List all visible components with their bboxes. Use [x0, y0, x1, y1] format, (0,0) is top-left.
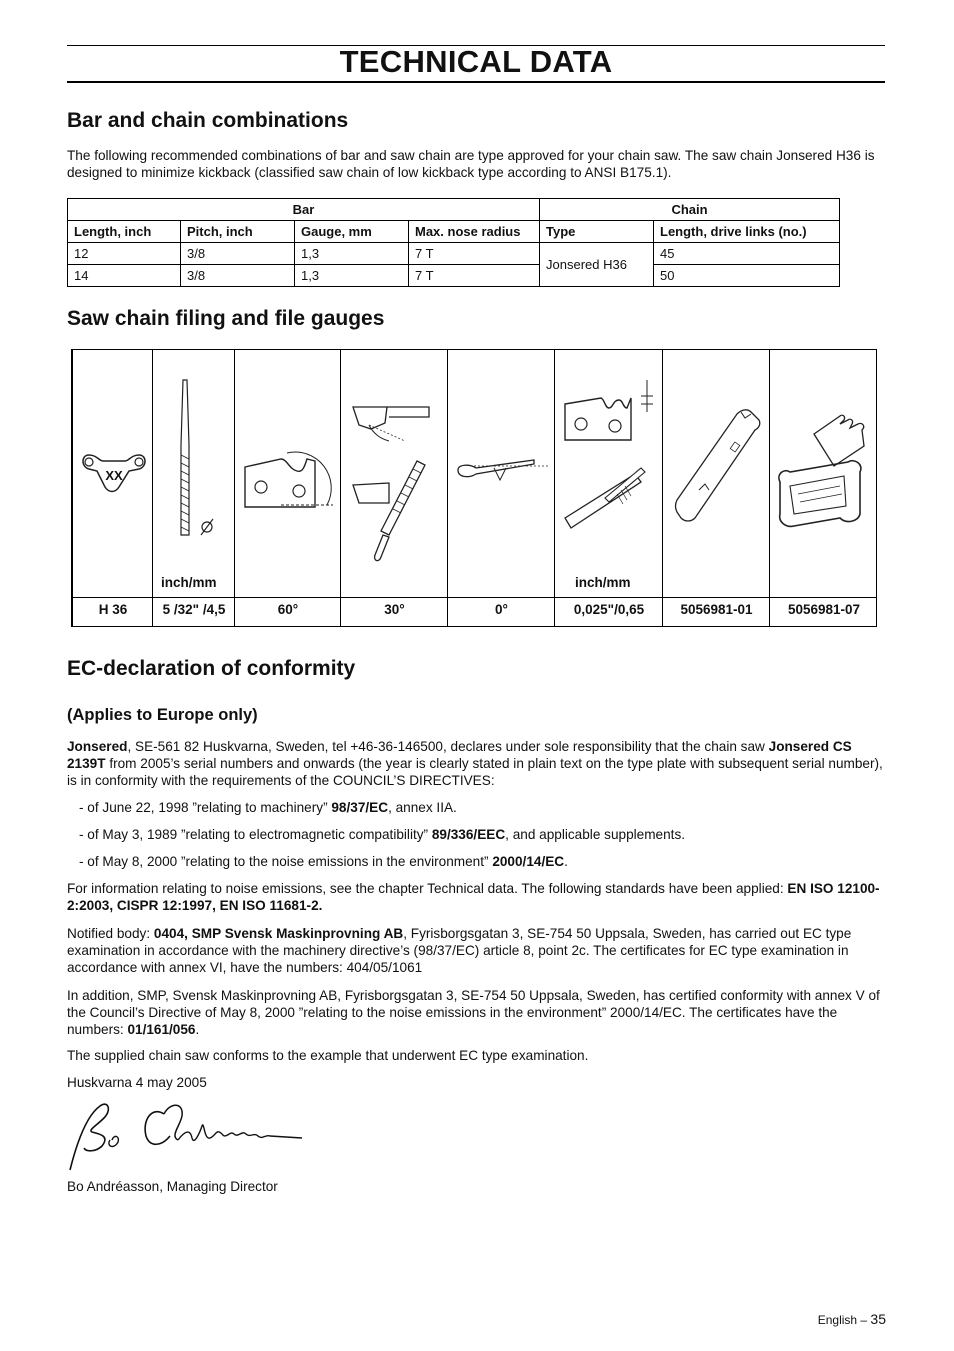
- directive-text: - of June 22, 1998 ”relating to machinery”: [79, 800, 332, 815]
- directive-code: 89/336/EEC: [431, 827, 506, 842]
- directive-code: 2000/14/EC: [492, 854, 565, 869]
- table-group-row: [68, 199, 840, 221]
- gauge-cell-file-diameter: [152, 350, 234, 626]
- col-links: Length, drive links (no.): [654, 221, 840, 243]
- manufacturer-name: Jonsered: [67, 739, 128, 754]
- table-row: [68, 265, 840, 287]
- gauge-cell-tool-1: [662, 350, 769, 626]
- gauge-cell-file-tilt: [447, 350, 554, 626]
- col-pitch: Pitch, inch: [181, 221, 295, 243]
- filing-jig-tool-icon: [774, 410, 874, 540]
- unit-label-file: inch/mm: [161, 575, 217, 590]
- conformity-paragraph: [67, 987, 887, 1038]
- standards-text: For information relating to noise emissions, see the chapter Technical data. The following standards have been applied:: [67, 881, 788, 896]
- group-chain: Chain: [540, 199, 840, 221]
- cell-pitch: 3/8: [181, 243, 295, 265]
- declaration-text-cont: from 2005’s serial numbers and onwards (the year is clearly stated in plain text on the type plate with subsequent serial number), is in conformity with the requirements of the COUNCIL’S DIRECTIVES:: [67, 756, 883, 788]
- gauge-cell-chain-type: [72, 350, 152, 626]
- filing-30-icon: [349, 395, 444, 565]
- notified-body-name: 0404, SMP Svensk Maskinprovning AB: [153, 926, 404, 941]
- value-depth-gauge: 0,025"/0,65: [573, 602, 645, 617]
- cell-pitch: 3/8: [181, 265, 295, 287]
- product-name: Jonsered CS 2139T: [67, 739, 852, 771]
- table-header-row: [68, 221, 840, 243]
- value-top-angle: 60°: [277, 602, 299, 617]
- directive-noise: [79, 853, 879, 870]
- page-number: 35: [870, 1311, 886, 1327]
- gauge-cell-tool-2: [769, 350, 877, 626]
- directive-emc: [79, 826, 879, 843]
- value-file-diameter: 5 /32" /4,5: [162, 602, 226, 617]
- title-rule: [67, 81, 885, 83]
- directive-text: - of May 3, 1989 ”relating to electromagnetic compatibility”: [79, 827, 432, 842]
- notified-body-paragraph: [67, 925, 887, 976]
- page-footer: [818, 1311, 886, 1327]
- signer-name: Bo Andréasson, Managing Director: [67, 1179, 278, 1194]
- value-tool-2: 5056981-07: [787, 602, 861, 617]
- place-date: Huskvarna 4 may 2005: [67, 1075, 207, 1090]
- ec-heading: EC-declaration of conformity: [67, 657, 356, 680]
- ec-declaration-paragraph: [67, 738, 887, 789]
- chain-logo-icon: [79, 445, 149, 495]
- cell-gauge: 1,3: [295, 243, 409, 265]
- table-row: [68, 243, 840, 265]
- cell-radius: 7 T: [409, 265, 540, 287]
- signature-image: [66, 1096, 306, 1174]
- directive-machinery: [79, 799, 879, 816]
- conformity-suffix: .: [195, 1022, 200, 1037]
- value-filing-angle: 30°: [384, 602, 405, 617]
- standards-paragraph: [67, 880, 887, 914]
- col-type: Type: [540, 221, 654, 243]
- footer-language: English: [817, 1313, 858, 1327]
- notified-body-text: , Fyrisborgsgatan 3, SE-754 50 Uppsala, Sweden, has carried out EC type examination in accordance with the machinery directive’s (98/37/EC) article 8, point 2c. The certificates for EC type examination in accordance with annex VI, have the numbers: 404/05/1061: [67, 926, 852, 975]
- unit-label-depth: inch/mm: [575, 575, 631, 590]
- filing-heading: Saw chain filing and file gauges: [67, 307, 385, 330]
- gauge-cell-top-angle: [234, 350, 340, 626]
- gauge-cell-depth-gauge: [554, 350, 662, 626]
- round-file-icon: [173, 375, 223, 545]
- standards-list: EN ISO 12100-2:2003, CISPR 12:1997, EN ISO 11681-2.: [67, 881, 880, 913]
- directive-suffix: , annex IIA.: [388, 800, 457, 815]
- cell-radius: 7 T: [409, 243, 540, 265]
- depth-gauge-icon: [561, 378, 661, 538]
- conformity-text: In addition, SMP, Svensk Maskinprovning AB, Fyrisborgsgatan 3, SE-754 50 Uppsala, Sweden, has certified conformity with annex V of the Council’s Directive of May 8, 2000 ”relating to the noise emissions in the environment” 2000/14/EC. The certificates have the numbers:: [67, 988, 880, 1037]
- declaration-text: , SE-561 82 Huskvarna, Sweden, tel +46-36-146500, declares under sole responsibility that the chain saw: [127, 739, 769, 754]
- file-gauge-chart: [71, 349, 877, 627]
- cell-gauge: 1,3: [295, 265, 409, 287]
- certificate-numbers: 01/161/056: [127, 1022, 196, 1037]
- directive-suffix: , and applicable supplements.: [505, 827, 686, 842]
- footer-dash: –: [857, 1313, 871, 1327]
- file-tilt-icon: [454, 450, 554, 490]
- value-tool-1: 5056981-01: [680, 602, 753, 617]
- cell-length: 14: [68, 265, 181, 287]
- value-file-tilt: 0°: [495, 602, 508, 617]
- file-gauge-tool-icon: [671, 400, 765, 530]
- cell-links: 50: [654, 265, 840, 287]
- logo-text: XX: [105, 468, 123, 483]
- value-chain-type: H 36: [98, 602, 128, 617]
- col-length: Length, inch: [68, 221, 181, 243]
- notified-body-label: Notified body:: [67, 926, 154, 941]
- directive-code: 98/37/EC: [331, 800, 389, 815]
- bar-chain-intro: The following recommended combinations of bar and saw chain are type approved for your chain saw. The saw chain Jonsered H36 is designed to minimize kickback (classified saw chain of low kickback type according to ANSI B175.1).: [67, 148, 875, 180]
- ec-subheading: (Applies to Europe only): [67, 706, 258, 724]
- col-gauge: Gauge, mm: [295, 221, 409, 243]
- page-title: TECHNICAL DATA: [339, 44, 613, 79]
- cell-length: 12: [68, 243, 181, 265]
- cutter-60-icon: [241, 445, 337, 515]
- bar-chain-heading: Bar and chain combinations: [67, 109, 349, 132]
- col-radius: Max. nose radius: [409, 221, 540, 243]
- group-bar: Bar: [68, 199, 540, 221]
- bar-chain-table: [67, 198, 840, 287]
- cell-chain-type: Jonsered H36: [540, 243, 654, 287]
- example-paragraph: The supplied chain saw conforms to the example that underwent EC type examination.: [67, 1048, 589, 1063]
- directive-text: - of May 8, 2000 ”relating to the noise emissions in the environment”: [79, 854, 493, 869]
- cell-links: 45: [654, 243, 840, 265]
- directive-suffix: .: [564, 854, 568, 869]
- gauge-cell-filing-angle: [340, 350, 447, 626]
